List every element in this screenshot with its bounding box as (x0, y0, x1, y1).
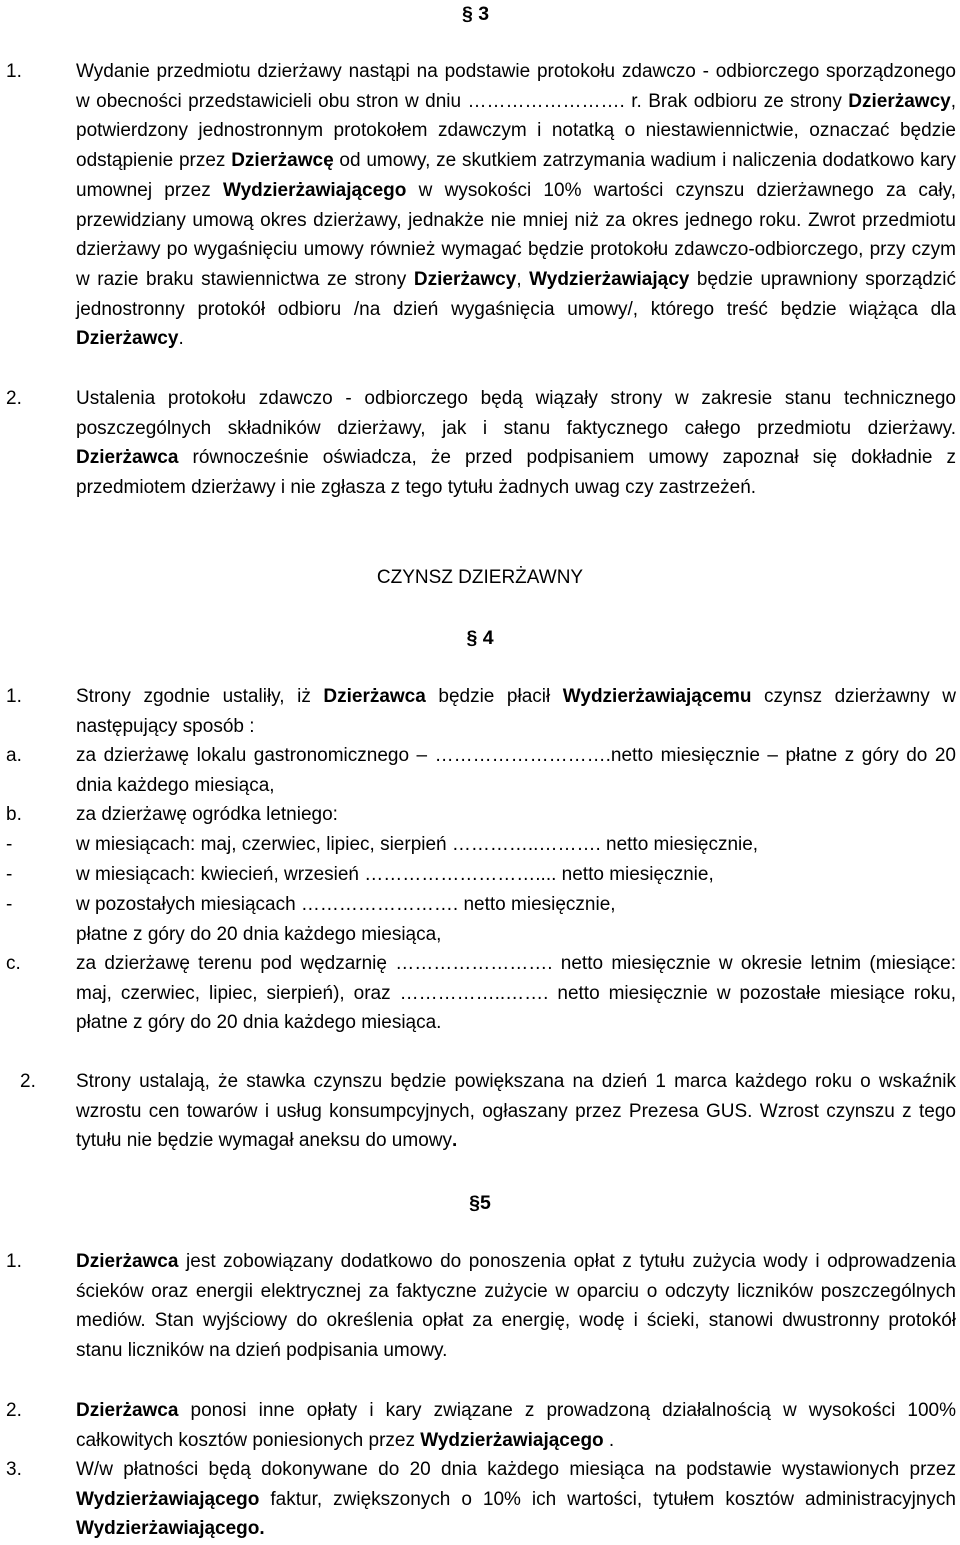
item-letter: c. (6, 953, 21, 974)
item-text: w miesiącach: maj, czerwiec, lipiec, sierpień …………..………. netto miesięcznie, (76, 834, 759, 855)
paragraph-text: Dzierżawca jest zobowiązany dodatkowo do ponoszenia opłat z tytułu zużycia wody i odprowadzenia ścieków oraz energii elektrycznej za faktyczne zużycie w oparciu o odczyty liczników poszczególnych mediów. Stan wyjściowy do określenia opłat za energię, wodę i ścieki, stanowi dwustronny protokół stanu liczników na dzień podpisania umowy. (76, 1251, 956, 1362)
rent-item-b-summer (6, 830, 956, 860)
paragraph-text: Wydanie przedmiotu dzierżawy nastąpi na podstawie protokołu zdawczo - odbiorczego sporządzonego w obecności przedstawicieli obu stron w dniu ……………………. r. Brak odbioru ze strony Dzierżawcy, potwierdzony jednostronnym protokołem zdawczym i notatką o niestawiennictwie, oznaczać będzie odstąpienie przez Dzierżawcę od umowy, ze skutkiem zatrzymania wadium i naliczenia dodatkowo kary umownej przez Wydzierżawiającego w wysokości 10% wartości czynszu dzierżawnego za cały, przewidziany umową okres dzierżawy, jednakże nie mniej niż za okres jednego roku. Zwrot przedmiotu dzierżawy po wygaśnięciu umowy również wymagać będzie protokołu zdawczo-odbiorczego, przy czym w razie braku stawiennictwa ze strony Dzierżawcy, Wydzierżawiający będzie uprawniony sporządzić jednostronny protokół odbioru /na dzień wygaśnięcia umowy/, którego treść będzie wiążąca dla Dzierżawcy. (76, 61, 957, 350)
rent-item-b (6, 800, 956, 830)
section-5-paragraph-2 (6, 1396, 956, 1455)
rent-item-c (6, 949, 956, 1038)
section-3-paragraph-2 (6, 384, 956, 503)
item-text: w miesiącach: kwiecień, wrzesień ……………………….... netto miesięcznie, (76, 864, 714, 885)
section-4-paragraph-1 (6, 682, 956, 741)
section-5-paragraph-3 (6, 1455, 956, 1544)
paragraph-number: 2. (6, 1400, 22, 1421)
section-3-heading-text: § 3 (462, 3, 490, 25)
paragraph-number: 3. (6, 1459, 22, 1480)
paragraph-text: Ustalenia protokołu zdawczo - odbiorczego będą wiązały strony w zakresie stanu technicznego poszczególnych składników dzierżawy, jak i stanu faktycznego całego przedmiotu dzierżawy. Dzierżawca równocześnie oświadcza, że przed podpisaniem umowy zapoznał się dokładnie z przedmiotem dzierżawy i nie zgłasza z tego tytułu żadnych uwag czy zastrzeżeń. (76, 388, 956, 499)
item-text: w pozostałych miesiącach ……………………. netto miesięcznie, płatne z góry do 20 dnia każdego miesiąca, (76, 894, 616, 945)
paragraph-text: Strony ustalają, że stawka czynszu będzie powiększana na dzień 1 marca każdego roku o wskaźnik wzrostu cen towarów i usług konsumpcyjnych, ogłaszany przez Prezesa GUS. Wzrost czynszu z tego tytułu nie będzie wymagał aneksu do umowy. (76, 1071, 956, 1152)
list-dash: - (6, 894, 13, 915)
item-letter: a. (6, 745, 22, 766)
rent-item-a (6, 741, 956, 800)
paragraph-number: 2. (6, 388, 22, 409)
paragraph-number: 1. (6, 61, 22, 82)
section-5-heading: §5 (469, 1192, 491, 1214)
section-3-paragraph-1 (6, 57, 956, 354)
paragraph-text: Dzierżawca ponosi inne opłaty i kary związane z prowadzoną działalnością w wysokości 100% całkowitych kosztów poniesionych przez Wydzierżawiającego . (76, 1400, 956, 1451)
rent-item-b-spring-autumn (6, 860, 956, 890)
section-4-paragraph-2 (6, 1067, 956, 1156)
item-text: za dzierżawę terenu pod wędzarnię ……………………. netto miesięcznie w okresie letnim (miesiące: maj, czerwiec, lipiec, sierpień), oraz ……………..……. netto miesięcznie w pozostałe miesiące roku, płatne z góry do 20 dnia każdego miesiąca. (76, 953, 956, 1034)
list-dash: - (6, 834, 13, 855)
paragraph-number: 2. (20, 1071, 36, 1092)
rent-item-b-other (6, 890, 956, 949)
paragraph-number: 1. (6, 686, 22, 707)
section-5-paragraph-1 (6, 1247, 956, 1366)
rent-section-title: CZYNSZ DZIERŻAWNY (376, 567, 584, 588)
paragraph-text: Strony zgodnie ustaliły, iż Dzierżawca będzie płacił Wydzierżawiającemu czynsz dzierżawny w następujący sposób : (76, 686, 956, 737)
paragraph-number: 1. (6, 1251, 22, 1272)
paragraph-text: W/w płatności będą dokonywane do 20 dnia każdego miesiąca na podstawie wystawionych przez Wydzierżawiającego faktur, zwiększonych o 10% ich wartości, tytułem kosztów administracyjnych Wydzierżawiającego. (76, 1459, 956, 1540)
item-letter: b. (6, 804, 22, 825)
item-text: za dzierżawę lokalu gastronomicznego – ……………………….netto miesięcznie – płatne z góry do 20 dnia każdego miesiąca, (76, 745, 956, 796)
list-dash: - (6, 864, 13, 885)
section-4-heading: § 4 (466, 627, 494, 649)
item-text: za dzierżawę ogródka letniego: (76, 804, 338, 825)
